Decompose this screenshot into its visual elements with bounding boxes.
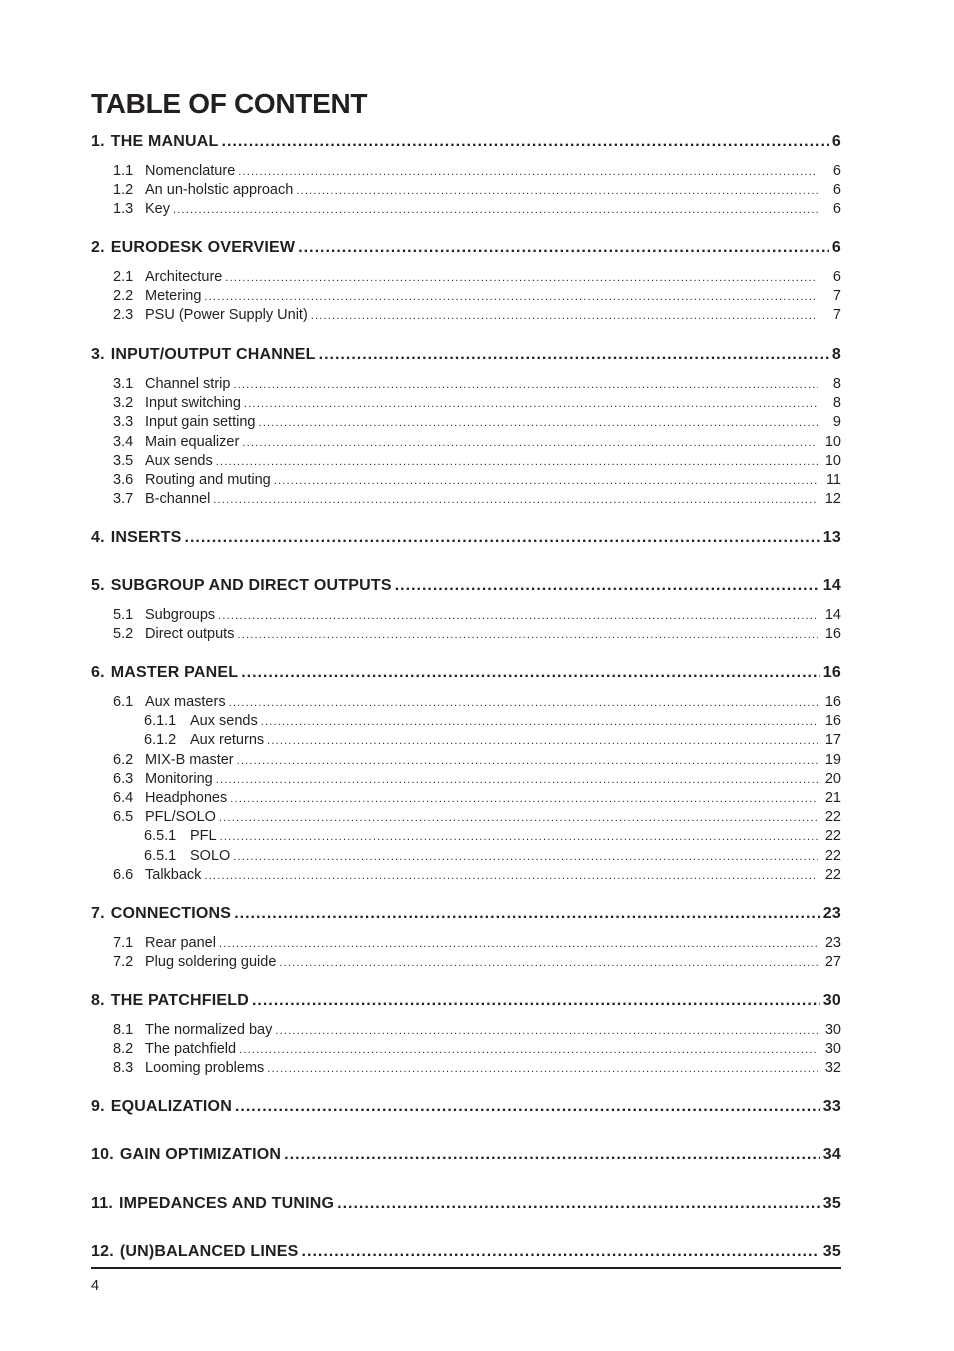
section-title: Aux masters <box>145 694 226 710</box>
chapter-page: 14 <box>822 577 841 594</box>
dot-leader <box>220 828 818 847</box>
dot-leader <box>219 935 818 954</box>
dot-leader <box>267 1060 818 1079</box>
dot-leader <box>275 1022 818 1041</box>
section-title: Monitoring <box>145 770 213 787</box>
toc-chapter-row[interactable] <box>91 345 841 365</box>
dot-leader <box>267 732 818 751</box>
toc-chapter-row[interactable] <box>91 1194 841 1214</box>
section-title: Metering <box>145 288 202 305</box>
dot-leader <box>216 453 818 472</box>
section-page: 7 <box>832 307 841 324</box>
section-page: 22 <box>824 847 841 864</box>
chapter-title: SUBGROUP AND DIRECT OUTPUTS <box>110 577 392 594</box>
dot-leader <box>279 954 818 973</box>
toc-subsection-row[interactable] <box>91 847 841 866</box>
section-page: 16 <box>824 713 841 730</box>
section-page: 6 <box>832 163 841 179</box>
section-page: 32 <box>824 1060 841 1077</box>
section-title: Looming problems <box>145 1060 265 1077</box>
chapter-number: 2. <box>91 239 105 256</box>
section-number: 3.7 <box>113 491 134 508</box>
section-page: 14 <box>824 607 841 623</box>
section-page: 21 <box>824 790 841 806</box>
toc-section-row[interactable] <box>91 1021 841 1040</box>
dot-leader <box>239 1041 818 1060</box>
section-title: Key <box>145 201 170 218</box>
section-title: The patchfield <box>145 1041 237 1058</box>
section-number: 6.5 <box>113 809 134 826</box>
toc-subsection-row[interactable] <box>91 712 841 731</box>
chapter-page: 23 <box>822 905 841 922</box>
dot-leader <box>258 414 818 433</box>
section-title: PSU (Power Supply Unit) <box>145 307 308 324</box>
dot-leader <box>242 434 818 453</box>
section-page: 22 <box>824 809 841 826</box>
toc-section-row[interactable] <box>91 200 841 219</box>
section-title: PFL/SOLO <box>145 809 216 826</box>
chapter-page: 13 <box>822 529 841 546</box>
toc-chapter-row[interactable] <box>91 904 841 924</box>
chapter-title: (UN)BALANCED LINES <box>119 1243 299 1260</box>
chapter-title: THE PATCHFIELD <box>110 992 249 1009</box>
toc-section-row[interactable] <box>91 287 841 306</box>
toc-chapter-row[interactable] <box>91 528 841 548</box>
section-page: 20 <box>824 770 841 787</box>
toc-chapter-row[interactable] <box>91 663 841 683</box>
toc-section-row[interactable] <box>91 789 841 808</box>
section-number: 2.1 <box>113 269 134 285</box>
section-page: 27 <box>824 954 841 971</box>
toc-chapter-row[interactable] <box>91 1145 841 1165</box>
toc-section-row[interactable] <box>91 433 841 452</box>
dot-leader <box>237 626 818 645</box>
dot-leader <box>233 848 818 867</box>
toc-section-row[interactable] <box>91 770 841 789</box>
chapter-number: 11. <box>91 1195 113 1212</box>
section-title: Architecture <box>145 269 223 285</box>
section-title: Channel strip <box>145 376 231 392</box>
dot-leader <box>241 663 820 683</box>
dot-leader <box>218 607 818 626</box>
chapter-title: GAIN OPTIMIZATION <box>119 1146 282 1163</box>
dot-leader <box>319 345 829 365</box>
dot-leader <box>229 694 818 713</box>
toc-section-row[interactable] <box>91 934 841 953</box>
section-title: MIX-B master <box>145 751 234 768</box>
dot-leader <box>237 752 818 771</box>
chapter-number: 12. <box>91 1243 114 1260</box>
section-page: 19 <box>824 751 841 768</box>
dot-leader <box>252 991 820 1011</box>
section-title: Routing and muting <box>145 472 271 488</box>
section-number: 3.2 <box>113 395 134 412</box>
toc-subsection-row[interactable] <box>91 731 841 750</box>
section-number: 6.2 <box>113 751 134 768</box>
section-page: 6 <box>832 201 841 218</box>
section-number: 3.6 <box>113 472 134 488</box>
section-number: 7.2 <box>113 954 134 971</box>
toc-chapter-row[interactable] <box>91 1097 841 1117</box>
section-title: PFL <box>190 828 217 845</box>
dot-leader <box>298 238 829 258</box>
section-page: 11 <box>825 472 841 488</box>
toc-section-row[interactable] <box>91 162 841 181</box>
section-number: 3.1 <box>113 376 134 392</box>
chapter-title: IMPEDANCES AND TUNING <box>118 1195 335 1212</box>
chapter-page: 6 <box>831 239 841 256</box>
toc-chapter-row[interactable] <box>91 576 841 596</box>
dot-leader <box>261 713 818 732</box>
toc-section-row[interactable] <box>91 693 841 712</box>
chapter-page: 35 <box>822 1243 841 1260</box>
section-title: Subgroups <box>145 607 216 623</box>
chapter-page: 30 <box>822 992 841 1009</box>
section-page: 17 <box>824 732 841 749</box>
section-page: 6 <box>832 182 841 199</box>
chapter-number: 6. <box>91 664 105 681</box>
section-number: 1.3 <box>113 201 134 218</box>
toc-chapter-row[interactable] <box>91 238 841 258</box>
dot-leader <box>233 376 818 395</box>
dot-leader <box>274 472 818 491</box>
chapter-page: 6 <box>831 133 841 150</box>
toc-section-row[interactable] <box>91 306 841 325</box>
dot-leader <box>230 790 818 809</box>
toc-chapter-row[interactable] <box>91 132 841 152</box>
toc-section-row[interactable] <box>91 751 841 770</box>
section-title: Nomenclature <box>145 163 236 179</box>
section-number: 1.2 <box>113 182 134 199</box>
section-number: 7.1 <box>113 935 134 951</box>
dot-leader <box>395 576 820 596</box>
dot-leader <box>216 771 818 790</box>
section-title: Input switching <box>145 395 241 412</box>
toc-section-row[interactable] <box>91 452 841 471</box>
section-page: 22 <box>824 866 841 883</box>
chapter-number: 3. <box>91 346 105 363</box>
chapter-title: INSERTS <box>110 529 182 546</box>
dot-leader <box>244 395 818 414</box>
chapter-page: 34 <box>822 1146 841 1163</box>
section-page: 9 <box>832 414 841 431</box>
toc-section-row[interactable] <box>91 866 841 885</box>
section-number: 8.2 <box>113 1041 134 1058</box>
toc-subsection-row[interactable] <box>91 827 841 846</box>
toc-section-row[interactable] <box>91 1040 841 1059</box>
section-page: 12 <box>824 491 841 508</box>
chapter-number: 8. <box>91 992 105 1009</box>
toc-chapter-row[interactable] <box>91 991 841 1011</box>
section-page: 16 <box>824 694 841 710</box>
section-title: Headphones <box>145 790 228 806</box>
section-number: 6.5.1 <box>144 847 177 864</box>
chapter-title: INPUT/OUTPUT CHANNEL <box>110 346 316 363</box>
toc-section-row[interactable] <box>91 181 841 200</box>
section-number: 3.3 <box>113 414 134 431</box>
section-page: 16 <box>824 626 841 643</box>
dot-leader <box>296 182 818 201</box>
section-number: 8.1 <box>113 1022 134 1038</box>
chapter-page: 33 <box>822 1098 841 1115</box>
toc-section-row[interactable] <box>91 413 841 432</box>
section-title: Talkback <box>145 866 202 883</box>
section-page: 8 <box>832 376 841 392</box>
toc-chapter-row[interactable] <box>91 1242 841 1262</box>
toc-section-row[interactable] <box>91 471 841 490</box>
dot-leader <box>225 269 818 288</box>
section-number: 3.5 <box>113 452 134 469</box>
dot-leader <box>337 1194 820 1214</box>
toc-section-row[interactable] <box>91 375 841 394</box>
section-title: Aux sends <box>145 452 213 469</box>
chapter-number: 10. <box>91 1146 114 1163</box>
section-title: Plug soldering guide <box>145 954 277 971</box>
dot-leader <box>219 809 818 828</box>
chapter-number: 5. <box>91 577 105 594</box>
section-number: 5.1 <box>113 607 134 623</box>
section-page: 7 <box>832 288 841 305</box>
section-number: 6.1.2 <box>144 732 177 749</box>
dot-leader <box>213 491 818 510</box>
section-number: 5.2 <box>113 626 134 643</box>
section-page: 22 <box>824 828 841 845</box>
chapter-title: EQUALIZATION <box>110 1098 232 1115</box>
chapter-title: THE MANUAL <box>110 133 219 150</box>
section-page: 6 <box>832 269 841 285</box>
section-page: 10 <box>824 452 841 469</box>
dot-leader <box>302 1242 820 1262</box>
chapter-page: 35 <box>822 1195 841 1212</box>
toc-section-row[interactable] <box>91 808 841 827</box>
dot-leader <box>204 867 818 886</box>
section-number: 6.1.1 <box>144 713 177 730</box>
section-number: 6.5.1 <box>144 828 177 845</box>
section-page: 30 <box>824 1022 841 1038</box>
chapter-number: 7. <box>91 905 105 922</box>
section-number: 1.1 <box>113 163 134 179</box>
dot-leader <box>185 528 820 548</box>
section-page: 8 <box>832 395 841 412</box>
section-number: 6.3 <box>113 770 134 787</box>
section-title: Main equalizer <box>145 433 240 450</box>
chapter-title: EURODESK OVERVIEW <box>110 239 296 256</box>
chapter-page: 8 <box>831 346 841 363</box>
section-number: 2.3 <box>113 307 134 324</box>
toc-section-row[interactable] <box>91 953 841 972</box>
section-page: 30 <box>824 1041 841 1058</box>
toc-section-row[interactable] <box>91 606 841 625</box>
dot-leader <box>238 163 818 182</box>
section-title: B-channel <box>145 491 211 508</box>
section-title: An un-holstic approach <box>145 182 294 199</box>
section-title: Rear panel <box>145 935 216 951</box>
chapter-number: 1. <box>91 133 105 150</box>
chapter-title: MASTER PANEL <box>110 664 239 681</box>
chapter-page: 16 <box>822 664 841 681</box>
section-title: SOLO <box>190 847 231 864</box>
page-title: TABLE OF CONTENT <box>91 88 368 119</box>
dot-leader <box>234 904 820 924</box>
section-page: 23 <box>824 935 841 951</box>
dot-leader <box>235 1097 820 1117</box>
section-number: 6.4 <box>113 790 134 806</box>
toc-section-row[interactable] <box>91 625 841 644</box>
toc-section-row[interactable] <box>91 490 841 509</box>
dot-leader <box>173 201 818 220</box>
dot-leader <box>204 288 818 307</box>
section-number: 3.4 <box>113 433 134 450</box>
dot-leader <box>311 307 818 326</box>
page-number: 4 <box>91 1278 100 1294</box>
chapter-number: 9. <box>91 1098 105 1115</box>
section-number: 8.3 <box>113 1060 134 1077</box>
dot-leader <box>284 1145 820 1165</box>
toc-section-row[interactable] <box>91 268 841 287</box>
chapter-title: CONNECTIONS <box>110 905 232 922</box>
dot-leader <box>222 132 829 152</box>
toc-section-row[interactable] <box>91 394 841 413</box>
toc-section-row[interactable] <box>91 1059 841 1078</box>
section-title: Input gain setting <box>145 414 256 431</box>
section-page: 10 <box>824 433 841 450</box>
section-number: 6.1 <box>113 694 134 710</box>
section-title: Aux returns <box>190 732 265 749</box>
chapter-number: 4. <box>91 529 105 546</box>
section-title: Aux sends <box>190 713 258 730</box>
bottom-rule <box>91 1267 841 1269</box>
section-number: 2.2 <box>113 288 134 305</box>
section-number: 6.6 <box>113 866 134 883</box>
section-title: Direct outputs <box>145 626 235 643</box>
section-title: The normalized bay <box>145 1022 273 1038</box>
